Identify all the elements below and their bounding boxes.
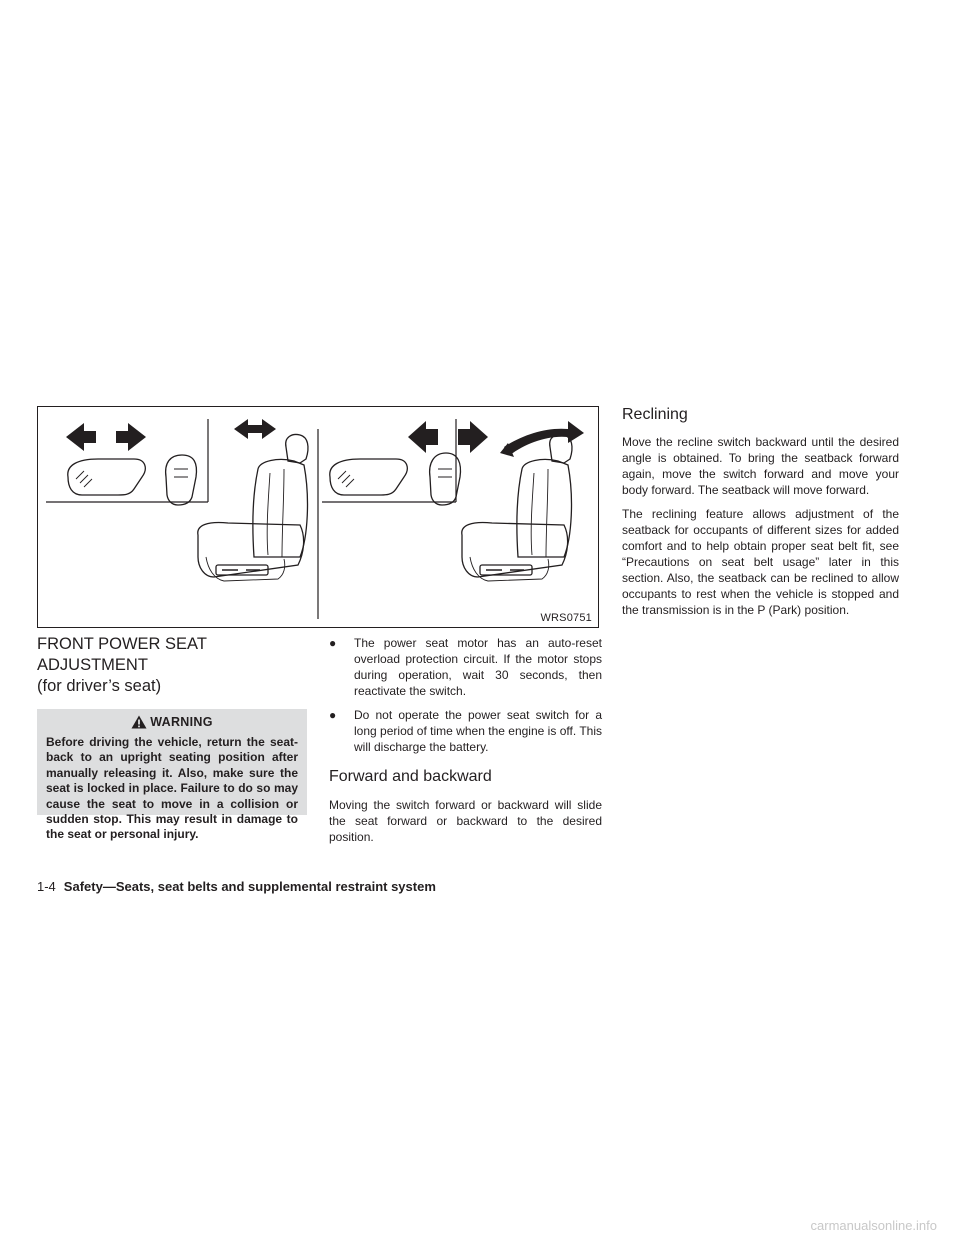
tip-text: The power seat motor has an auto-reset overload protection circuit. If the motor stops during operation, wait 30 seconds, then reactivate the switch. [354,636,602,698]
column-right [622,405,899,618]
page-footer [37,879,436,894]
page-number: 1-4 [37,879,56,894]
tip-text: Do not operate the power seat switch for a long period of time when the engine is off. This will discharge the battery. [354,708,602,754]
tips-list [329,635,602,755]
seat-left-icon [198,435,308,582]
switch-closeup-left-icon [68,455,197,505]
forward-backward-heading: Forward and backward [329,768,492,785]
forward-backward-text: Moving the switch forward or backward will slide the seat forward or backward to the desired position. [329,798,602,844]
bullet-icon: ● [329,708,337,722]
section-title-line1: FRONT POWER SEAT ADJUSTMENT [37,635,207,674]
watermark: carmanualsonline.info [810,1218,937,1233]
warning-header [46,709,298,735]
seat-diagram-svg [38,407,600,629]
column-middle [329,634,602,845]
bullet-icon: ● [329,636,337,650]
reclining-text-1: Move the recline switch backward until the desired angle is obtained. To bring the seatback forward again, move the switch forward and move your body forward. The seatback will move forward. [622,435,899,497]
seat-adjustment-illustration [37,406,599,628]
slide-arrows-icon [66,423,146,451]
recline-switch-arrows-icon [408,421,488,453]
warning-label: WARNING [150,715,213,729]
reclining-heading: Reclining [622,406,688,423]
chapter-title: Safety—Seats, seat belts and supplemental restraint system [63,879,436,894]
warning-text: Before driving the vehicle, return the seatback to an upright seating position after manually releasing it. Also, make sure the seat is locked in place. Failure to do so may cause the seat to move in a collision or sudden stop. This may result in damage to the seat or personal injury. [46,735,298,842]
tip-item [329,707,602,755]
seat-right-icon [462,435,572,582]
reclining-text-2: The reclining feature allows adjustment of the seatback for occupants of different sizes for added comfort and to help obtain proper seat belt fit, see “Precautions on seat belt usage” later in this section. Also, the seatback can be reclined to allow occupants to rest when the vehicle is stopped and the transmission is in the P (Park) position. [622,507,899,617]
section-title-line2: (for driver’s seat) [37,677,162,695]
tip-item [329,635,602,699]
double-arrow-icon [234,419,276,439]
warning-triangle-icon [131,715,147,729]
warning-box [37,709,307,842]
switch-closeup-right-icon [330,453,461,505]
figure-code: WRS0751 [540,612,592,624]
